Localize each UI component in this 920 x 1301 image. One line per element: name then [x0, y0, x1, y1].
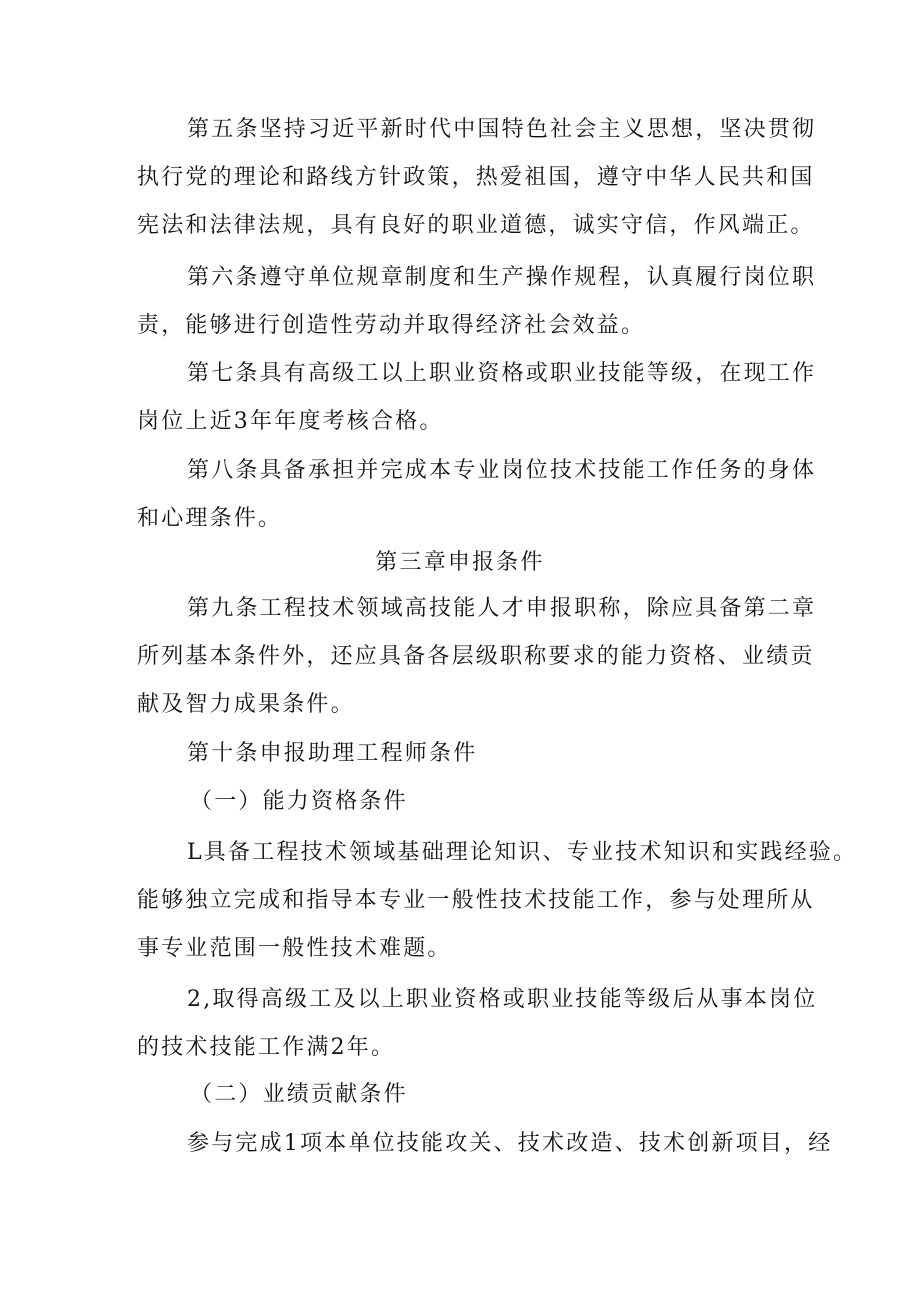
article-8-line-1: 第八条具备承担并完成本专业岗位技术技能工作任务的身体 [187, 458, 817, 483]
article-6-line-1: 第六条遵守单位规章制度和生产操作规程，认真履行岗位职 [187, 265, 817, 290]
section-1-heading: （一）能力资格条件 [190, 789, 408, 814]
article-9-line-1: 第九条工程技术领域高技能人才申报职称，除应具备第二章 [187, 596, 817, 621]
item-1-line-2: 能够独立完成和指导本专业一般性技术技能工作，参与处理所从 [137, 888, 815, 913]
article-5-line-2: 执行党的理论和路线方针政策，热爱祖国，遵守中华人民共和国 [137, 165, 815, 190]
item-1-line-3: 事专业范围一般性技术难题。 [137, 936, 452, 961]
article-9-line-2: 所列基本条件外，还应具备各层级职称要求的能力资格、业绩贡 [137, 644, 815, 669]
chapter-3-heading: 第三章申报条件 [375, 550, 545, 575]
article-5-line-1: 第五条坚持习近平新时代中国特色社会主义思想，坚决贯彻 [187, 117, 817, 142]
article-7-line-1: 第七条具有高级工以上职业资格或职业技能等级，在现工作 [187, 361, 817, 386]
section-2-heading: （二）业绩贡献条件 [190, 1082, 408, 1107]
article-6-line-2: 责，能够进行创造性劳动并取得经济社会效益。 [137, 313, 646, 338]
item-1-line-1: L具备工程技术领域基础理论知识、专业技术知识和实践经验。 [187, 840, 858, 865]
section-2-line-1: 参与完成1项本单位技能攻关、技术改造、技术创新项目，经 [187, 1131, 833, 1156]
article-8-line-2: 和心理条件。 [137, 506, 283, 531]
item-2-line-1: 2,取得高级工及以上职业资格或职业技能等级后从事本岗位 [187, 987, 818, 1012]
article-5-line-3: 宪法和法律法规，具有良好的职业道德，诚实守信，作风端正。 [137, 213, 815, 238]
article-9-line-3: 献及智力成果条件。 [137, 692, 355, 717]
article-7-line-2: 岗位上近3年年度考核合格。 [137, 409, 444, 434]
item-2-line-2: 的技术技能工作满2年。 [137, 1035, 396, 1060]
article-10-heading: 第十条申报助理工程师条件 [187, 741, 478, 766]
